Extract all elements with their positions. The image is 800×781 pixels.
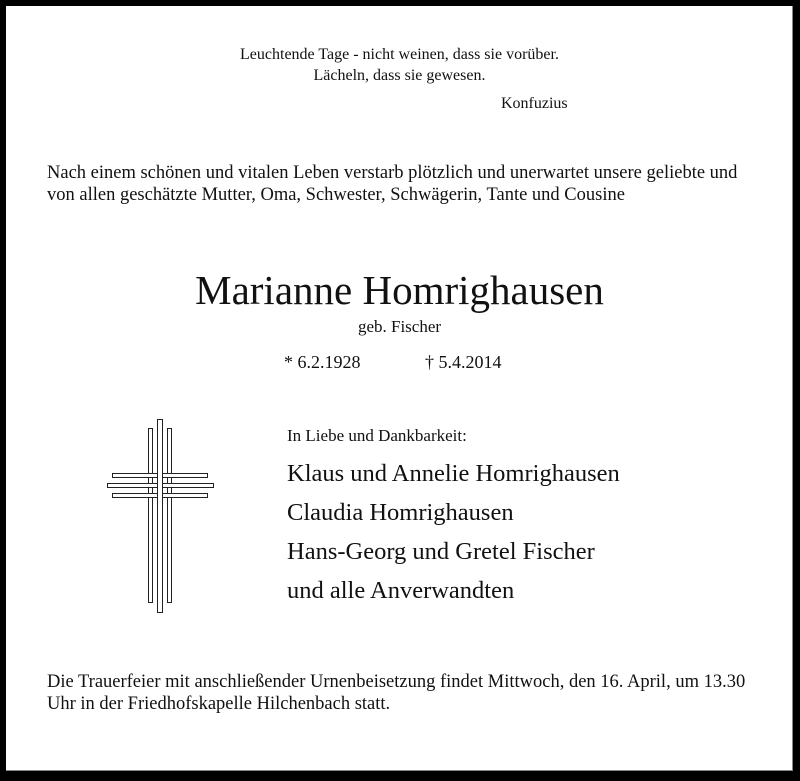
maiden-name: geb. Fischer	[357, 317, 442, 336]
birth-date: * 6.2.1928	[284, 352, 361, 372]
deceased-name: Marianne Homrighausen	[195, 267, 604, 313]
quote-line-2: Lächeln, dass sie gewesen.	[313, 67, 486, 84]
mourner-name: Klaus und Annelie Homrighausen	[287, 460, 620, 487]
intro-text: Nach einem schönen und vitalen Leben verstarb plötzlich und unerwartet unsere geliebte und von allen geschätzte Mutter, Oma, Schwester, Schwägerin, Tante und Cousine	[47, 163, 738, 205]
mourner-name: Claudia Homrighausen	[287, 499, 514, 526]
quote-author: Konfuzius	[501, 95, 568, 112]
funeral-notice: Die Trauerfeier mit anschließender Urnenbeisetzung findet Mittwoch, den 16. April, um 13.30 Uhr in der Friedhofskapelle Hilchenbach statt.	[47, 672, 746, 714]
mourner-name: Hans-Georg und Gretel Fischer	[287, 538, 595, 565]
death-date: † 5.4.2014	[425, 352, 502, 372]
cross-icon	[106, 418, 216, 618]
obituary-notice	[6, 6, 793, 771]
quote-line-1: Leuchtende Tage - nicht weinen, dass sie vorüber.	[240, 46, 559, 63]
dedication-label: In Liebe und Dankbarkeit:	[287, 426, 467, 445]
mourner-name: und alle Anverwandten	[287, 577, 515, 604]
